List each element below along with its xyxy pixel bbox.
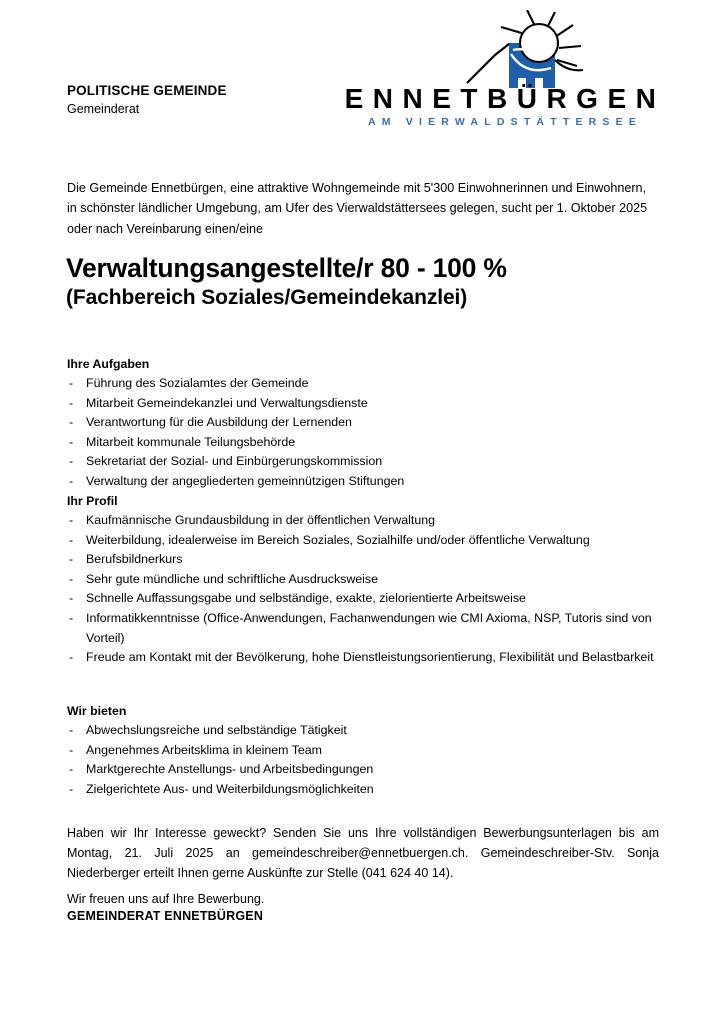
list-item: [67, 780, 667, 800]
logo-tagline: AM VIERWALDSTÄTTERSEE: [367, 116, 643, 128]
list-item: [67, 648, 667, 668]
bullet-dash: -: [69, 742, 74, 757]
list-item: [67, 472, 667, 492]
list-item: [67, 741, 667, 761]
list-item: [67, 550, 667, 570]
section-ihre-aufgaben: [67, 355, 667, 492]
benefits-list: [67, 721, 667, 799]
list-item: [67, 413, 667, 433]
section-heading: Ihre Aufgaben: [67, 357, 150, 371]
list-item-label: Mitarbeit kommunale Teilungsbehörde: [86, 434, 296, 449]
bullet-dash: -: [69, 415, 74, 430]
intro-paragraph: Die Gemeinde Ennetbürgen, eine attraktive Wohngemeinde mit 5'300 Einwohnerinnen und Einwohnern, in schönster ländlicher Umgebung, am Ufer des Vierwaldstättersees gelegen, sucht per 1. Oktober 2025 oder nach Vereinbarung einen/eine: [67, 180, 648, 236]
bullet-dash: -: [69, 762, 74, 777]
bullet-dash: -: [69, 376, 74, 390]
job-title-line2: (Fachbereich Soziales/Gemeindekanzlei): [66, 286, 468, 309]
organisation-subtitle: Gemeinderat: [67, 102, 140, 116]
list-item-label: Marktgerechte Anstellungs- und Arbeitsbedingungen: [86, 762, 374, 777]
bullet-dash: -: [69, 434, 74, 449]
page-title: [66, 252, 666, 311]
list-item: [67, 589, 667, 609]
list-item-label: Sekretariat der Sozial- und Einbürgerungskommission: [86, 454, 383, 469]
list-item: [67, 531, 667, 551]
list-item: [67, 511, 667, 531]
responsibilities-list: [67, 374, 667, 492]
bullet-dash: -: [69, 513, 74, 527]
list-item-label: Führung des Sozialamtes der Gemeinde: [86, 376, 309, 390]
list-item-label: Schnelle Auffassungsgabe und selbständige, exakte, zielorientierte Arbeitsweise: [86, 591, 526, 606]
section-wir-bieten: [67, 702, 667, 799]
list-item: [67, 570, 667, 590]
list-item-label: Sehr gute mündliche und schriftliche Ausdrucksweise: [86, 571, 379, 586]
bullet-dash: -: [69, 723, 74, 737]
list-item: [67, 374, 667, 394]
sun-castle-emblem-icon: [465, 10, 585, 88]
bullet-dash: -: [69, 454, 74, 469]
bullet-dash: -: [69, 591, 74, 606]
job-title-line1: Verwaltungsangestellte/r 80 - 100 %: [66, 253, 507, 283]
profile-list: [67, 511, 667, 668]
thanks-paragraph: Wir freuen uns auf Ihre Bewerbung.: [67, 891, 265, 906]
closing-paragraph: Haben wir Ihr Interesse geweckt? Senden Sie uns Ihre vollständigen Bewerbungsunterlagen bis am Montag, 21. Juli 2025 an gemeindeschreiber@ennetbuergen.ch. Gemeindeschreiber-Stv. Sonja Niederberger erteilt Ihnen gerne Auskünfte zur Stelle (041 624 40 14).: [67, 825, 659, 881]
list-item-label: Angenehmes Arbeitsklima in kleinem Team: [86, 742, 322, 757]
list-item-label: Weiterbildung, idealerweise im Bereich Soziales, Sozialhilfe und/oder öffentliche Verwaltung: [86, 532, 590, 547]
list-item: [67, 760, 667, 780]
bullet-dash: -: [69, 552, 74, 567]
section-heading: Ihr Profil: [67, 494, 118, 508]
signature-line: GEMEINDERAT ENNETBÜRGEN: [67, 909, 264, 923]
bullet-dash: -: [69, 571, 74, 586]
section-heading: Wir bieten: [67, 704, 127, 718]
organisation-block: [67, 83, 227, 117]
list-item-label: Freude am Kontakt mit der Bevölkerung, hohe Dienstleistungsorientierung, Flexibilität und Belastbarkeit: [86, 650, 654, 665]
section-ihr-profil: [67, 492, 667, 668]
list-item-label: Zielgerichtete Aus- und Weiterbildungsmöglichkeiten: [86, 781, 374, 796]
list-item: [67, 433, 667, 453]
organisation-title: POLITISCHE GEMEINDE: [67, 83, 227, 98]
list-item: [67, 721, 667, 741]
bullet-dash: -: [69, 473, 74, 488]
bullet-dash: -: [69, 532, 74, 547]
list-item: [67, 452, 667, 472]
bullet-dash: -: [69, 650, 74, 665]
bullet-dash: -: [69, 610, 74, 625]
municipality-logo: [335, 10, 675, 135]
logo-wordmark: ENNETBÜRGEN: [344, 83, 666, 114]
list-item: [67, 609, 667, 648]
document-header: [0, 0, 721, 150]
list-item: [67, 394, 667, 414]
list-item-label: Abwechslungsreiche und selbständige Tätigkeit: [86, 723, 347, 737]
list-item-label: Informatikkenntnisse (Office-Anwendungen, Fachanwendungen wie CMI Axioma, NSP, Tutoris sind von Vorteil): [86, 610, 652, 645]
list-item-label: Verwaltung der angegliederten gemeinnützigen Stiftungen: [86, 473, 405, 488]
bullet-dash: -: [69, 781, 74, 796]
list-item-label: Berufsbildnerkurs: [86, 552, 183, 567]
list-item-label: Kaufmännische Grundausbildung in der öffentlichen Verwaltung: [86, 513, 436, 527]
list-item-label: Verantwortung für die Ausbildung der Lernenden: [86, 415, 352, 430]
bullet-dash: -: [69, 395, 74, 410]
list-item-label: Mitarbeit Gemeindekanzlei und Verwaltungsdienste: [86, 395, 368, 410]
